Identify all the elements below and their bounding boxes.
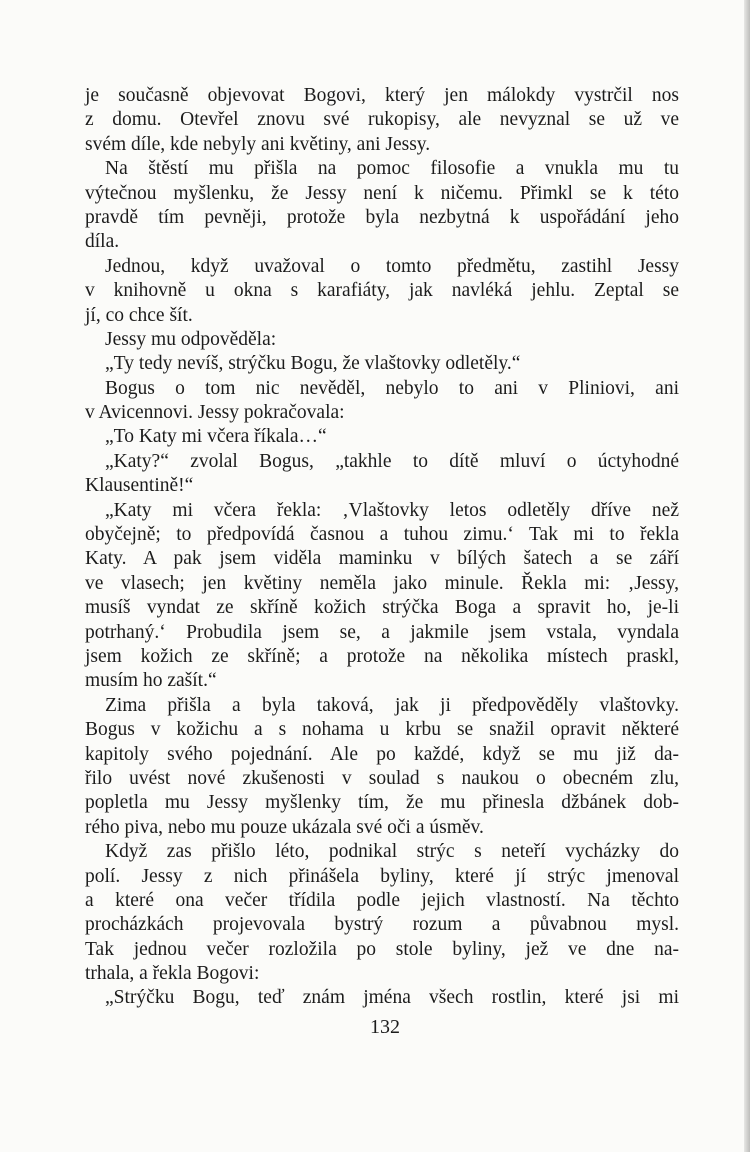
text-line: ve vlasech; jen květiny neměla jako minule. Řekla mi: ‚Jessy, xyxy=(85,572,679,594)
text-line: „Ty tedy nevíš, strýčku Bogu, že vlaštovky odletěly.“ xyxy=(105,353,521,375)
text-line: je současně objevovat Bogovi, který jen málokdy vystrčil nos xyxy=(85,85,679,106)
text-line: v Avicennovi. Jessy pokračovala: xyxy=(85,402,345,424)
text-line: pravdě tím pevněji, protože byla nezbytná k uspořádání jeho xyxy=(85,206,679,228)
text-line: rého piva, nebo mu pouze ukázala své oči a úsměv. xyxy=(85,816,484,838)
text-line: díla. xyxy=(85,231,120,253)
text-line: v knihovně u okna s karafiáty, jak navléká jehlu. Zeptal se xyxy=(85,280,679,302)
text-line: popletla mu Jessy myšlenky tím, že mu přinesla džbánek dob- xyxy=(85,792,679,814)
text-line: svém díle, kde nebyly ani květiny, ani Jessy. xyxy=(85,133,431,155)
text-line: Bogus v kožichu a s nohama u krbu se snažil opravit některé xyxy=(85,719,679,741)
text-line: procházkách projevovala bystrý rozum a půvabnou mysl. xyxy=(85,914,679,936)
text-line: z domu. Otevřel znovu své rukopisy, ale nevyznal se už ve xyxy=(85,109,679,131)
text-line: jí, co chce šít. xyxy=(85,304,193,326)
text-line: Katy. A pak jsem viděla maminku v bílých šatech a se září xyxy=(85,548,679,570)
text-line: trhala, a řekla Bogovi: xyxy=(85,963,260,985)
text-line: jsem kožich ze skříně; a protože na několika místech praskl, xyxy=(85,645,679,667)
text-line: Jednou, když uvažoval o tomto předmětu, zastihl Jessy xyxy=(105,255,679,277)
text-line: musíš vyndat ze skříně kožich strýčka Boga a spravit ho, je-li xyxy=(85,597,679,619)
text-line: Jessy mu odpověděla: xyxy=(105,328,277,350)
page-edge-shadow xyxy=(744,0,750,1152)
page-body-text xyxy=(85,84,679,1011)
text-line: a které ona večer třídila podle jejich vlastností. Na těchto xyxy=(85,889,679,911)
text-line: Na štěstí mu přišla na pomoc filosofie a vnukla mu tu xyxy=(105,158,679,180)
text-line: potrhaný.‘ Probudila jsem se, a jakmile jsem vstala, vyndala xyxy=(85,621,679,643)
page-number: 132 xyxy=(370,1016,400,1038)
text-line: Klausentině!“ xyxy=(85,475,194,497)
text-line: Tak jednou večer rozložila po stole byliny, jež ve dne na- xyxy=(85,938,679,960)
text-line: výtečnou myšlenku, že Jessy není k ničemu. Přimkl se k této xyxy=(85,182,679,204)
text-line: obyčejně; to předpovídá časnou a tuhou zimu.‘ Tak mi to řekla xyxy=(85,524,679,546)
text-line: Když zas přišlo léto, podnikal strýc s neteří vycházky do xyxy=(105,841,679,863)
text-line: kapitoly svého pojednání. Ale po každé, když se mu již da- xyxy=(85,743,679,765)
text-line: musím ho zašít.“ xyxy=(85,670,217,692)
text-line: „Katy?“ zvolal Bogus, „takhle to dítě mluví o úctyhodné xyxy=(105,450,679,472)
text-line: „Katy mi včera řekla: ‚Vlaštovky letos odletěly dříve než xyxy=(105,499,679,521)
text-line: Zima přišla a byla taková, jak ji předpověděly vlaštovky. xyxy=(105,694,679,716)
text-line: řilo uvést nové zkušenosti v soulad s naukou o obecném zlu, xyxy=(85,767,679,789)
text-line: „Strýčku Bogu, teď znám jména všech rostlin, které jsi mi xyxy=(105,987,679,1009)
text-line: polí. Jessy z nich přinášela byliny, které jí strýc jmenoval xyxy=(85,865,679,887)
text-line: Bogus o tom nic nevěděl, nebylo to ani v Pliniovi, ani xyxy=(105,377,679,399)
text-line: „To Katy mi včera říkala…“ xyxy=(105,426,327,448)
